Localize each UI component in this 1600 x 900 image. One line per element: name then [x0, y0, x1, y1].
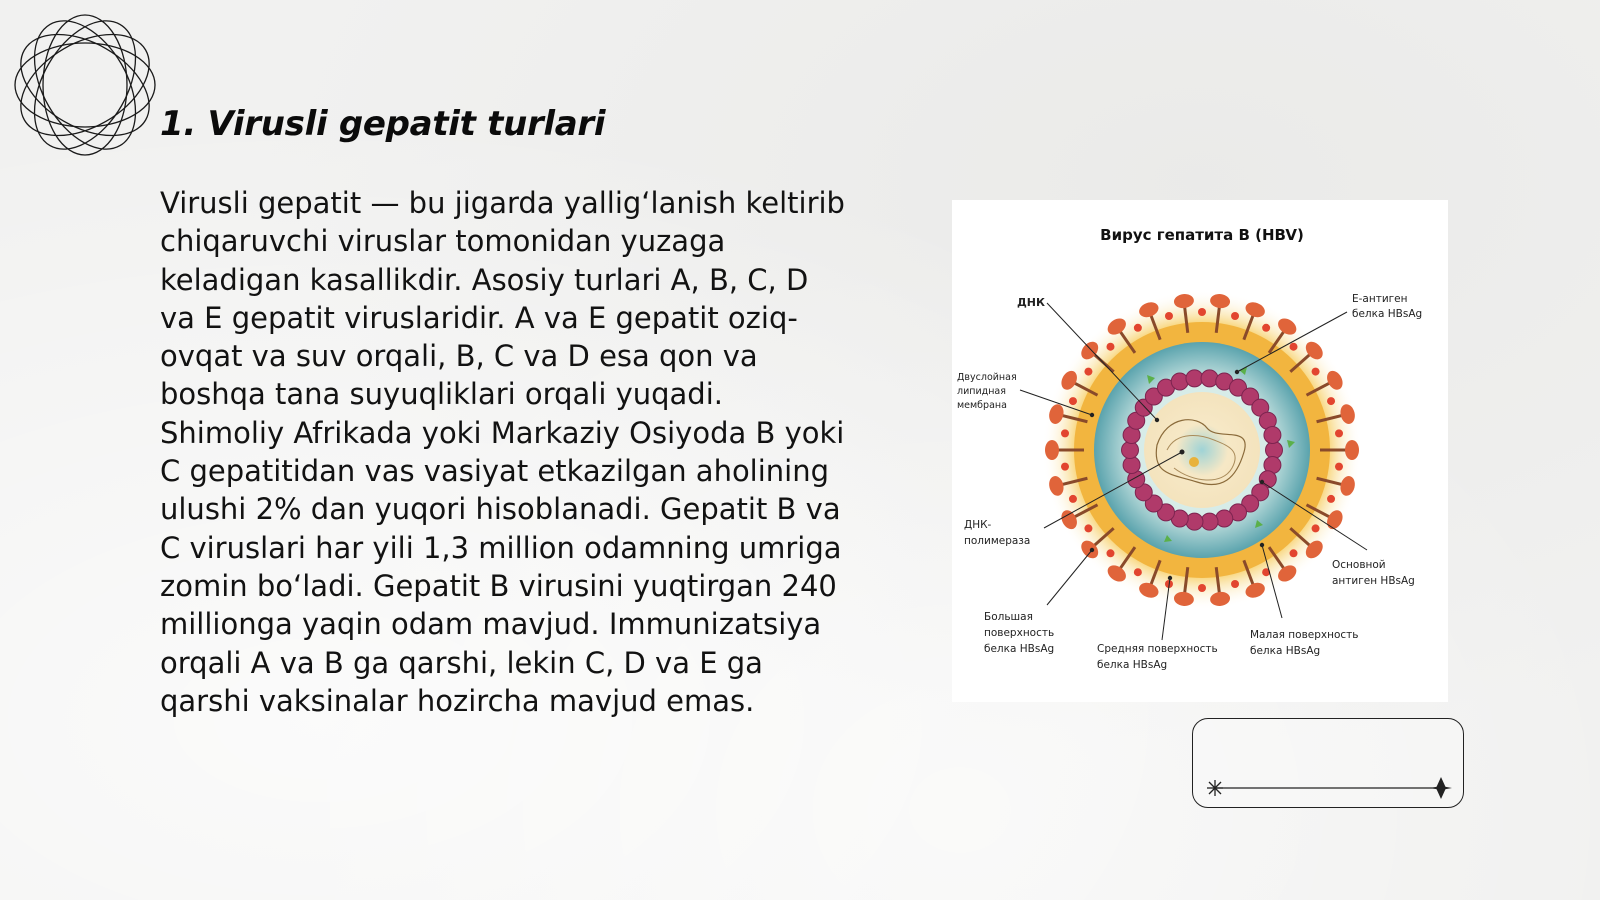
label-polymerase: ДНК- — [964, 519, 992, 531]
svg-text:липидная: липидная — [957, 386, 1006, 397]
svg-text:поверхность: поверхность — [984, 627, 1055, 639]
label-core-antigen: Основной — [1332, 559, 1386, 571]
svg-text:полимераза: полимераза — [964, 535, 1031, 547]
svg-text:белка HBsAg: белка HBsAg — [1352, 308, 1423, 320]
label-middle-surface: Средняя поверхность — [1097, 643, 1218, 655]
svg-text:мембрана: мембрана — [957, 400, 1007, 411]
overlapping-circles-icon — [10, 10, 160, 160]
label-membrane: Двуслойная — [957, 372, 1017, 383]
label-dna: ДНК — [1017, 296, 1045, 309]
svg-text:белка HBsAg: белка HBsAg — [1250, 645, 1321, 657]
slide-title: 1. Virusli gepatit turlari — [160, 104, 606, 144]
diagram-title: Вирус гепатита В (HBV) — [1100, 226, 1304, 244]
slide-body-text: Virusli gepatit — bu jigarda yallig‘lanish keltirib chiqaruvchi viruslar tomonidan yuzaga keladigan kasallikdir. Asosiy turlari A, B, C, D va E gepatit viruslaridir. A va E gepatit oziq-ovqat va suv orqali, B, C va D esa qon va boshqa tana suyuqliklari orqali yuqadi. Shimoliy Afrikada yoki Markaziy Osiyoda B yoki C gepatitidan vas vasiyat etkazilgan aholining ulushi 2% dan yuqori hisoblanadi. Gepatit B va C viruslari har yili 1,3 million odamning umriga zomin bo‘ladi. Gepatit B virusini yuqtirgan 240 millionga yaqin odam mavjud. Immunizatsiya orqali A va B ga qarshi, lekin C, D va E ga qarshi vaksinalar hozircha mavjud emas. — [160, 186, 845, 718]
label-large-surface: Большая — [984, 611, 1033, 623]
sparkle-icon — [1430, 777, 1452, 799]
label-small-surface: Малая поверхность — [1250, 629, 1359, 641]
decorative-timeline-box — [1192, 718, 1464, 808]
label-e-antigen: Е-антиген — [1352, 293, 1408, 305]
svg-text:белка HBsAg: белка HBsAg — [1097, 659, 1168, 671]
hbv-virus-diagram — [952, 200, 1448, 702]
star-burst-icon — [1207, 780, 1223, 796]
svg-text:белка HBsAg: белка HBsAg — [984, 643, 1055, 655]
svg-text:антиген HBsAg: антиген HBsAg — [1332, 575, 1415, 587]
